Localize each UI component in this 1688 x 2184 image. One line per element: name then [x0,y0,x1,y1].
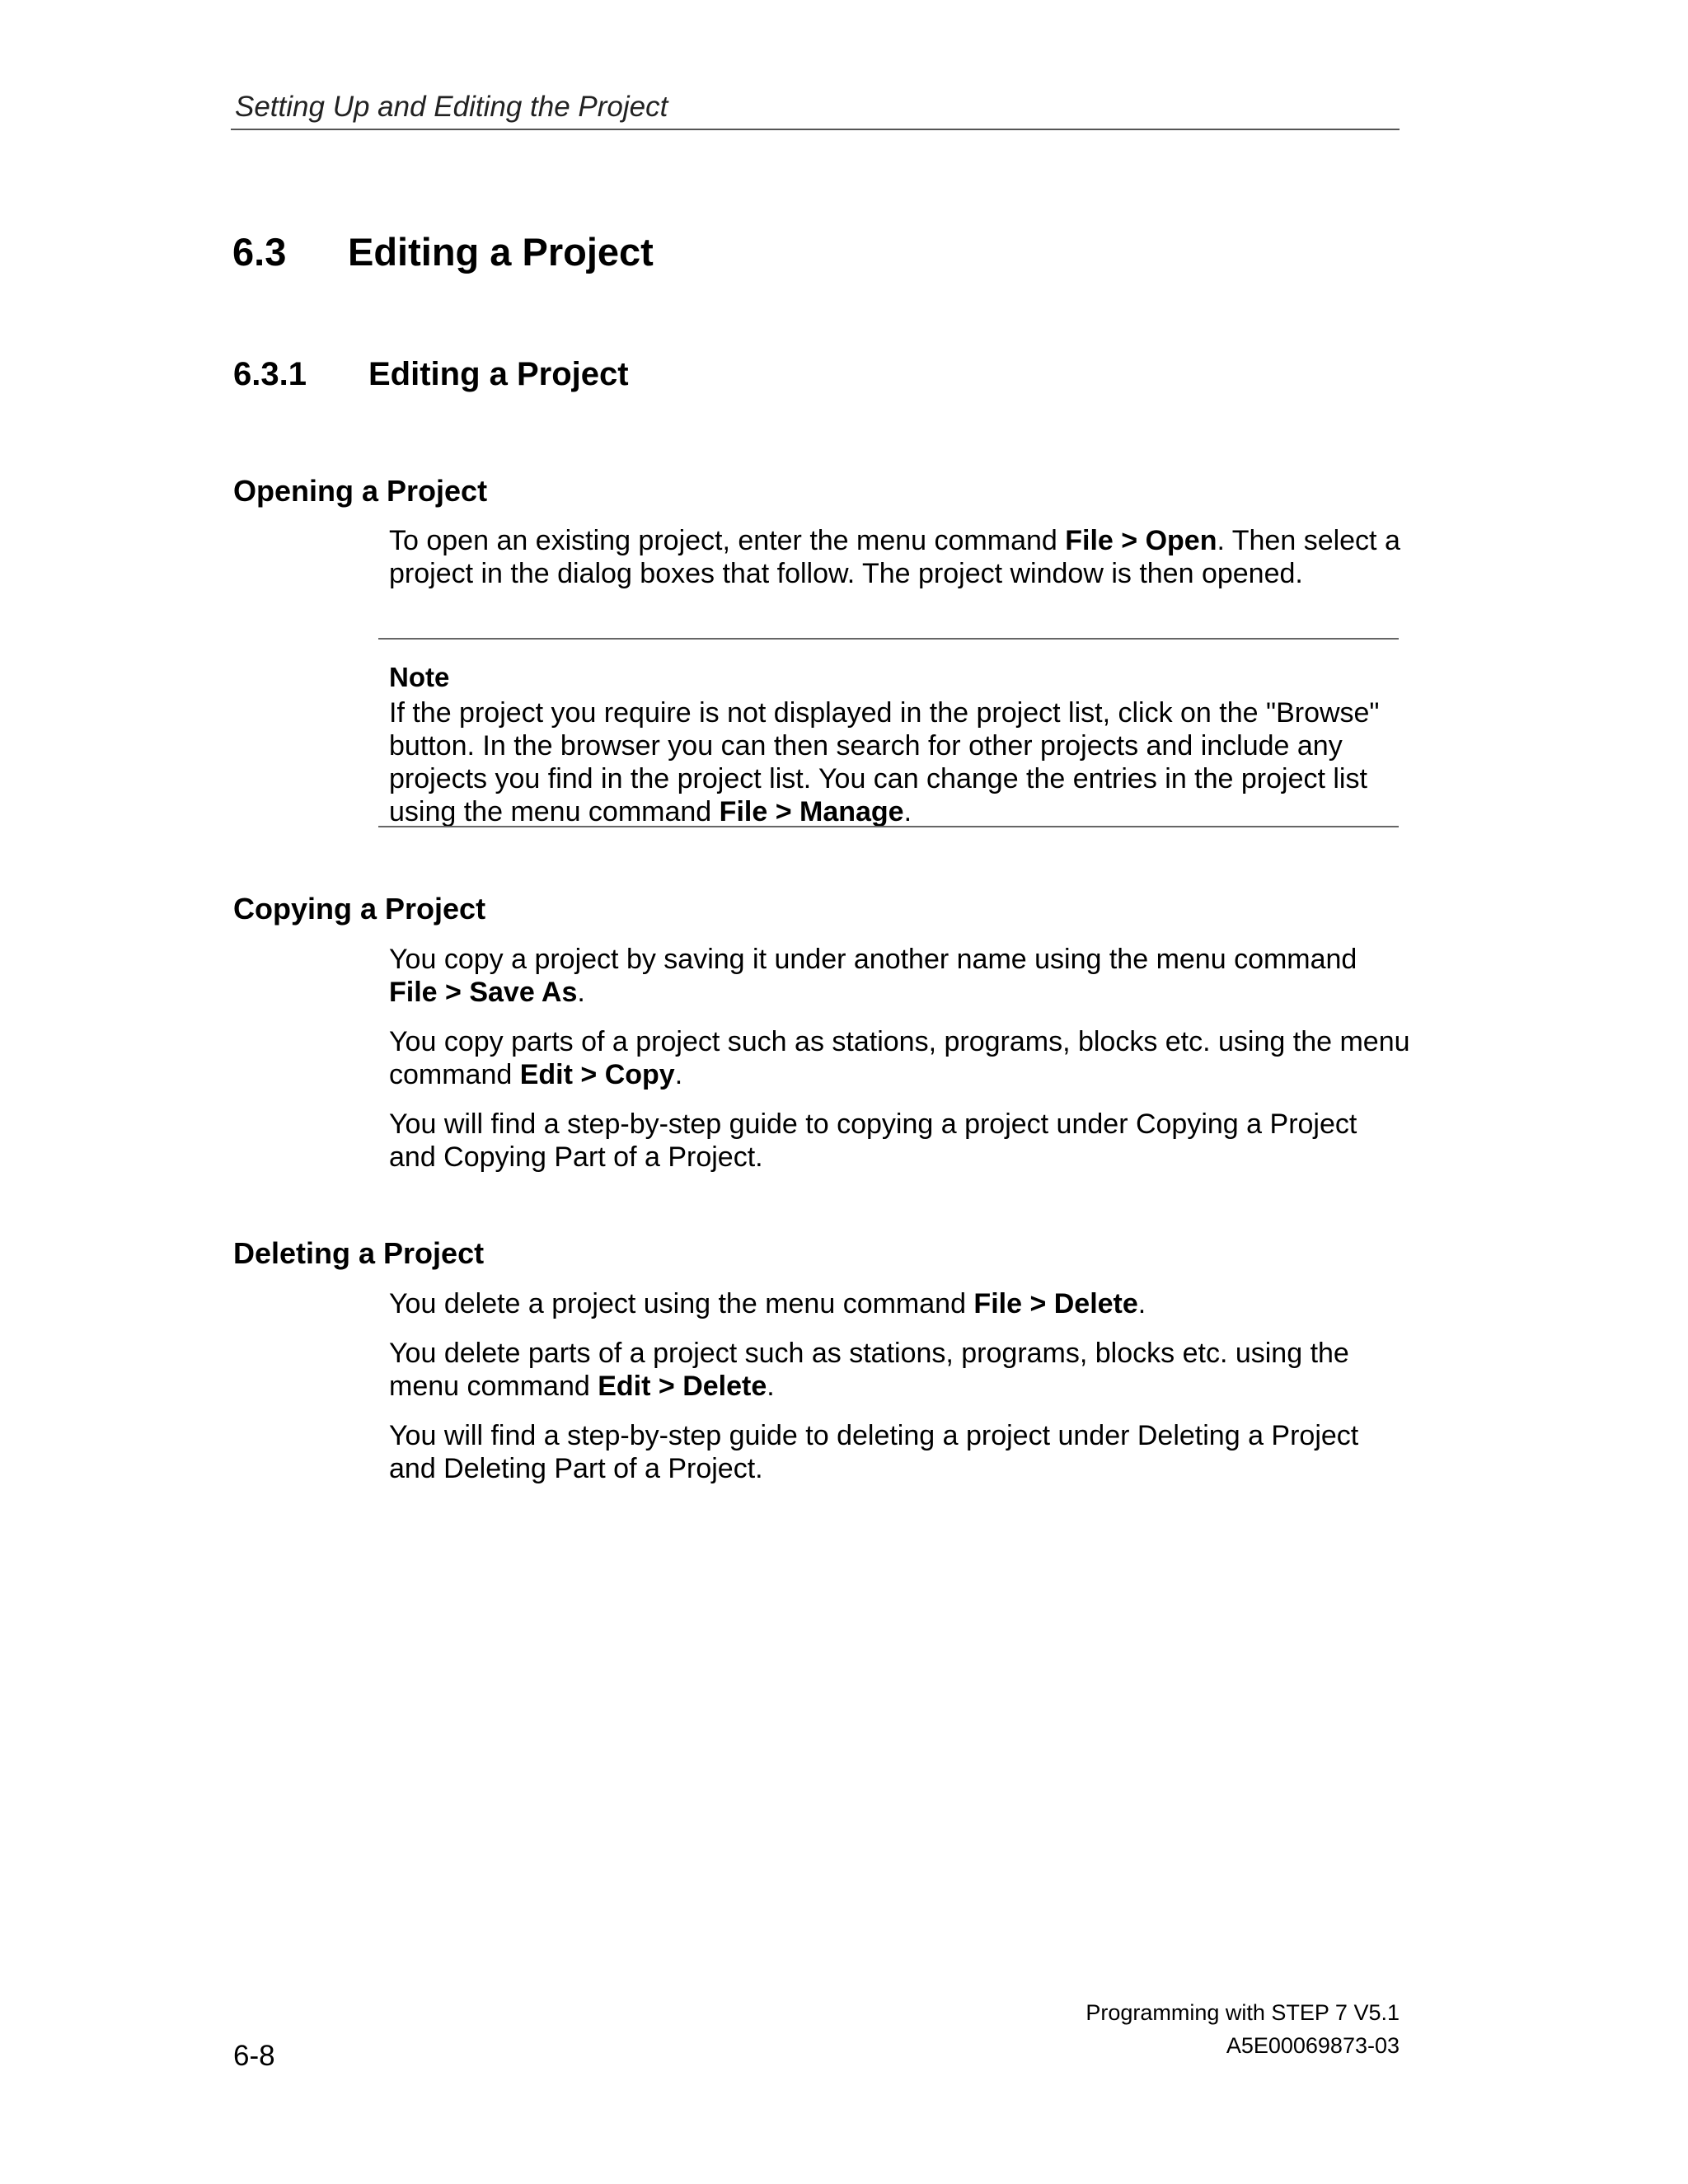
header-divider [231,129,1400,130]
menu-command-file-delete: File > Delete [973,1288,1138,1319]
opening-heading: Opening a Project [233,474,488,508]
note-bottom-rule [378,826,1399,827]
section-number: 6.3 [232,230,287,274]
note-body: If the project you require is not displayed in the project list, click on the "Browse" button. In the browser you can then search for other projects and include any projects you find in the project list. You can change the entries in the project list using the menu command File > Manage. [389,697,1380,827]
deleting-paragraph-2: You delete parts of a project such as stations, programs, blocks etc. using the menu command Edit > Delete. [389,1338,1349,1402]
menu-command-file-manage: File > Manage [719,796,904,827]
subsection-title: Editing a Project [368,356,629,392]
page-number: 6-8 [233,2040,275,2072]
note-top-rule [378,638,1399,640]
copying-paragraph-3: You will find a step-by-step guide to copying a project under Copying a Project and Copying Part of a Project. [389,1108,1357,1173]
deleting-paragraph-3: You will find a step-by-step guide to deleting a project under Deleting a Project and Deleting Part of a Project. [389,1420,1359,1484]
subsection-heading [233,356,629,393]
copying-paragraph-1: You copy a project by saving it under another name using the menu command File > Save As. [389,944,1357,1008]
deleting-heading: Deleting a Project [233,1236,485,1270]
footer-manual-title: Programming with STEP 7 V5.1 [1085,2000,1400,2025]
footer-order-number: A5E00069873-03 [1226,2033,1400,2058]
menu-command-file-save-as: File > Save As [389,977,578,1008]
note-title: Note [389,662,450,692]
running-header: Setting Up and Editing the Project [235,91,668,123]
deleting-paragraph-1: You delete a project using the menu command File > Delete. [389,1288,1146,1319]
menu-command-edit-copy: Edit > Copy [519,1059,675,1090]
subsection-number: 6.3.1 [233,356,307,392]
section-heading [232,229,654,274]
menu-command-file-open: File > Open [1065,525,1217,556]
section-title: Editing a Project [348,230,654,274]
opening-paragraph: To open an existing project, enter the menu command File > Open. Then select a project in the dialog boxes that follow. The project window is then opened. [389,525,1400,589]
menu-command-edit-delete: Edit > Delete [598,1371,767,1402]
copying-paragraph-2: You copy parts of a project such as stations, programs, blocks etc. using the menu command Edit > Copy. [389,1026,1410,1090]
copying-heading: Copying a Project [233,892,486,926]
